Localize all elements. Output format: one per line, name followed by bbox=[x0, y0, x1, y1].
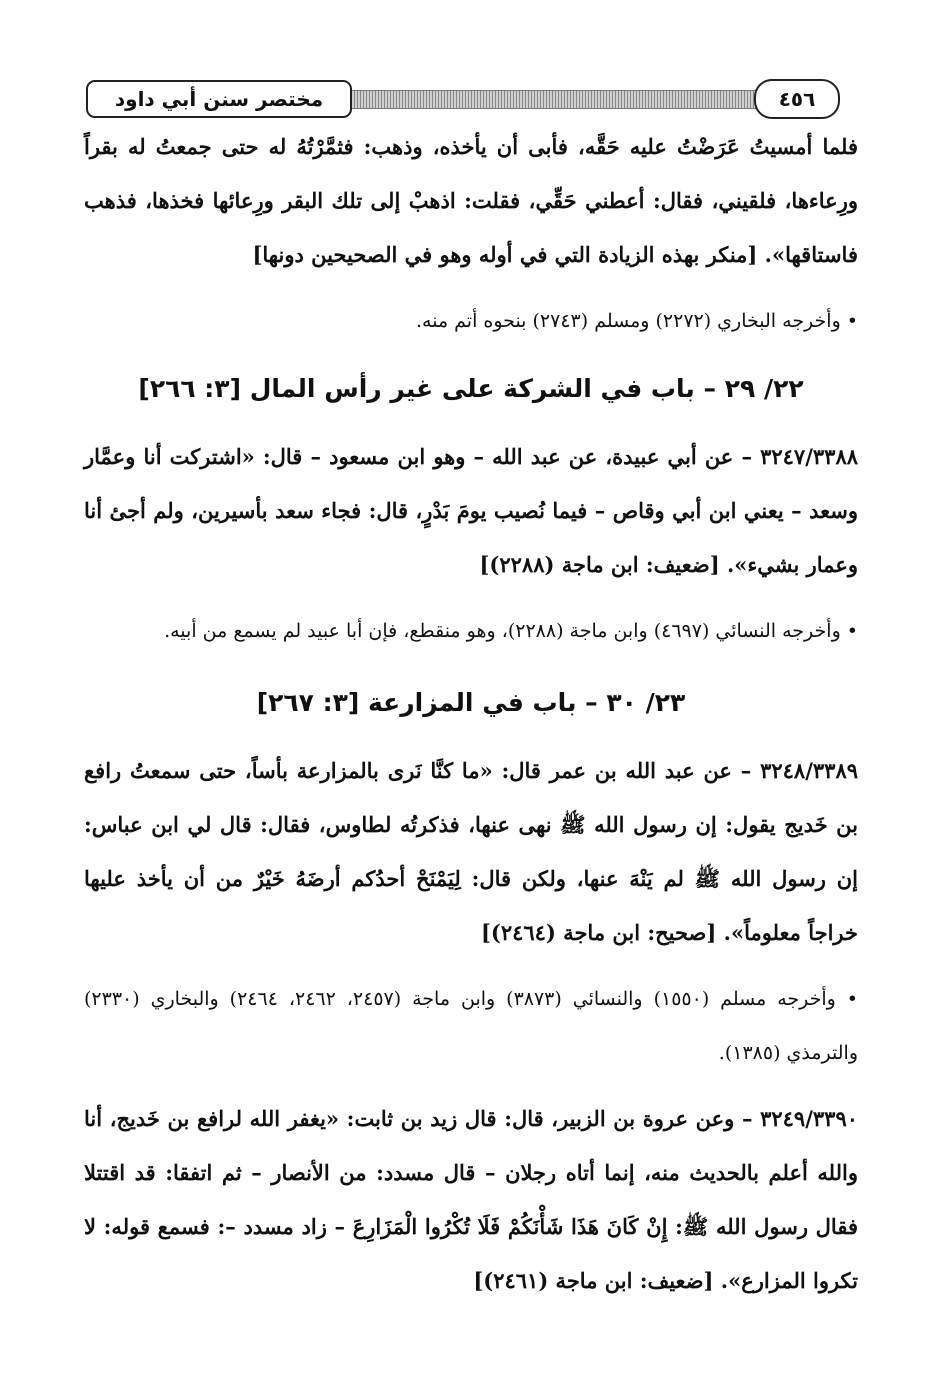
footnote-3: • وأخرجه مسلم (١٥٥٠) والنسائي (٣٨٧٣) وابن ماجة (٢٤٥٧، ٢٤٦٢، ٢٤٦٤) والبخاري (٢٣٣٠) والترمذي (١٣٨٥). bbox=[84, 988, 858, 1064]
chapter-heading-30: ٢٣/ ٣٠ – باب في المزارعة [٣: ٢٦٧] bbox=[256, 688, 686, 717]
hadith-3390: ٣٢٤٩/٣٣٩٠ – وعن عروة بن الزبير، قال: قال زيد بن ثابت: «يغفر الله لرافع بن خَديج، أنا والله أعلم بالحديث منه، إنما أتاه رجلان – قال مسدد: من الأنصار – ثم اتفقا: قد اقتتلا فقال رسول الله ﷺ: إِنْ كَانَ هَذَا شَأْنَكُمْ فَلَا تُكْرُوا الْمَزَارِعَ – زاد مسدد –: فسمع قوله: لا تكروا المزارع». [ضعيف: ابن ماجة (٢٤٦١)] bbox=[84, 1106, 858, 1293]
page-number: ٤٥٦ bbox=[754, 79, 840, 119]
hadith-3388: ٣٢٤٧/٣٣٨٨ – عن أبي عبيدة، عن عبد الله – وهو ابن مسعود – قال: «اشتركت أنا وعمَّار وسعد – يعني ابن أبي وقاص – فيما نُصيب يومَ بَدْرٍ، قال: فجاء سعد بأسيرين، ولم أجئ أنا وعمار بشيء». [ضعيف: ابن ماجة (٢٢٨٨)] bbox=[84, 444, 858, 577]
paragraph-continuation: فلما أمسيتُ عَرَضْتُ عليه حَقَّه، فأبى أن يأخذه، وذهب: فثمَّرْتُهُ له حتى جمعتُ له بقراً ورِعاءها، فلقيني، فقال: أعطني حَقِّي، فقلت: اذهبْ إلى تلك البقر ورِعائها فخذها، فذهب فاستاقها». [منكر بهذه الزيادة التي في أوله وهو في الصحيحين دونها] bbox=[84, 134, 858, 267]
page-body bbox=[84, 120, 858, 1308]
page-header bbox=[86, 79, 840, 117]
footnote-1: • وأخرجه البخاري (٢٢٧٢) ومسلم (٢٧٤٣) بنحوه أتم منه. bbox=[415, 310, 858, 332]
footnote-2: • وأخرجه النسائي (٤٦٩٧) وابن ماجة (٢٢٨٨)، وهو منقطع، فإن أبا عبيد لم يسمع من أبيه. bbox=[164, 620, 858, 642]
header-band bbox=[336, 90, 770, 109]
chapter-heading-29: ٢٢/ ٢٩ – باب في الشركة على غير رأس المال [٣: ٢٦٦] bbox=[138, 374, 804, 403]
hadith-3389: ٣٢٤٨/٣٣٨٩ – عن عبد الله بن عمر قال: «ما كنَّا نَرى بالمزارعة بأساً، حتى سمعتُ رافع بن خَديج يقول: إن رسول الله ﷺ نهى عنها، فذكرتُه لطاوس، فقال: قال لي ابن عباس: إن رسول الله ﷺ لم يَنْهَ عنها، ولكن قال: لِيَمْنَحْ أحدُكم أرضَهُ خَيْرٌ من أن يأخذ عليها خراجاً معلوماً». [صحيح: ابن ماجة (٢٤٦٤)] bbox=[84, 758, 858, 945]
book-title: مختصر سنن أبي داود bbox=[86, 80, 352, 118]
